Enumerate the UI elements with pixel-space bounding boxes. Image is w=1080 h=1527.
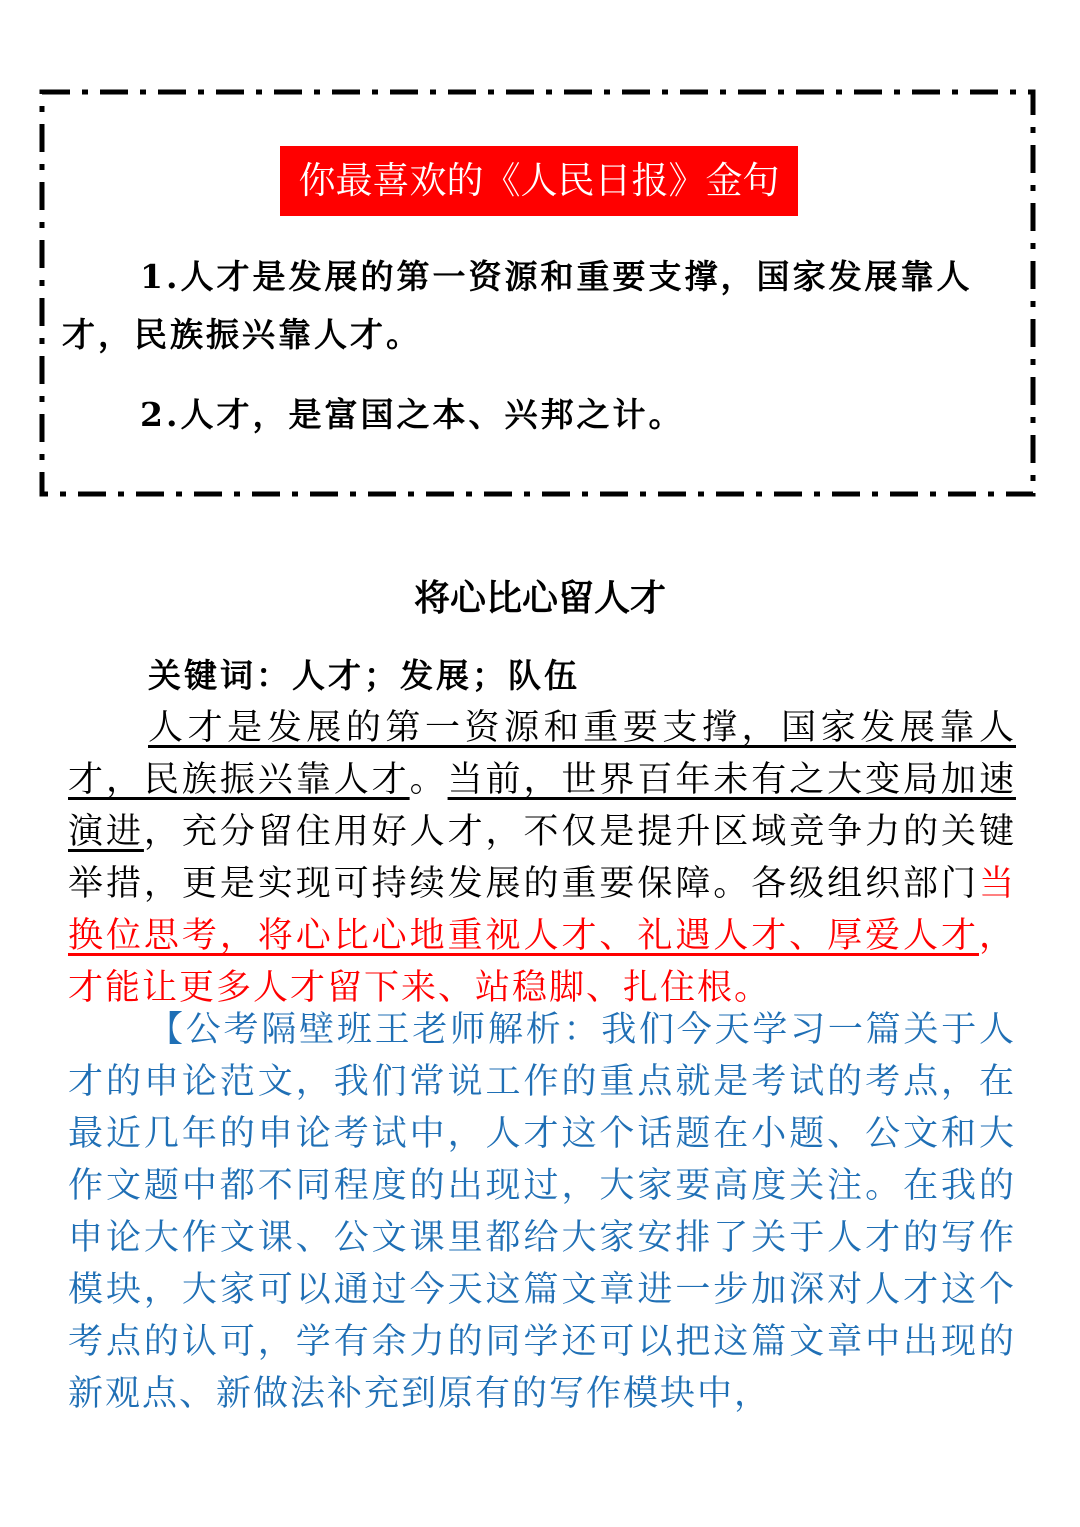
keywords-label: 关键词： xyxy=(148,656,292,695)
analysis-text: 公考隔壁班王老师解析：我们今天学习一篇关于人才的申论范文，我们常说工作的重点就是考试的考点，在最近几年的申论考试中，人才这个话题在小题、公文和大作文题中都不同程度的出现过，大家要高度关注。在我的申论大作文课、公文课里都给大家安排了关于人才的写作模块，大家可以通过今天这篇文章进一步加深对人才这个考点的认可，学有余力的同学还可以把这篇文章中出现的新观点、新做法补充到原有的写作模块中， xyxy=(68,1010,1016,1414)
underlined-sentence-1: 人才是发展的第一资源和重要支撑，国家发展靠人才，民族振兴靠人才 xyxy=(68,708,1016,800)
quote-item-1 xyxy=(62,248,1022,364)
underlined-sentence-2: 当前，世界百年未有之大变局加速演进 xyxy=(68,760,1016,852)
quote-number: 1. xyxy=(140,257,181,296)
quote-item-2 xyxy=(62,386,1022,444)
quote-number: 2. xyxy=(140,395,181,434)
quote-banner: 你最喜欢的《人民日报》金句 xyxy=(280,146,798,216)
quote-text: 人才是发展的第一资源和重要支撑，国家发展靠人才，民族振兴靠人才。 xyxy=(62,257,973,354)
analysis-paragraph xyxy=(68,1004,1016,1420)
keywords-line xyxy=(148,650,580,702)
quote-text: 人才，是富国之本、兴邦之计。 xyxy=(180,395,685,434)
quote-box xyxy=(40,90,1035,496)
red-emphasis-lead: 当 xyxy=(978,864,1016,904)
article-title: 将心比心留人才 xyxy=(413,577,666,619)
keywords-text: 人才；发展；队伍 xyxy=(292,656,580,695)
article-paragraph-1 xyxy=(68,702,1016,1014)
analysis-bracket: 【 xyxy=(148,1010,186,1050)
red-underlined-emphasis: 换位思考，将心比心地重视人才、礼遇人才、厚爱人才 xyxy=(68,916,979,956)
sentence-separator: 。 xyxy=(409,760,448,800)
red-emphasis-tail: ，才能让更多人才留下来、站稳脚、扎住根。 xyxy=(68,916,1016,1008)
plain-sentence: ，充分留住用好人才，不仅是提升区域竞争力的关键举措，更是实现可持续发展的重要保障。各级组织部门 xyxy=(68,812,1016,904)
